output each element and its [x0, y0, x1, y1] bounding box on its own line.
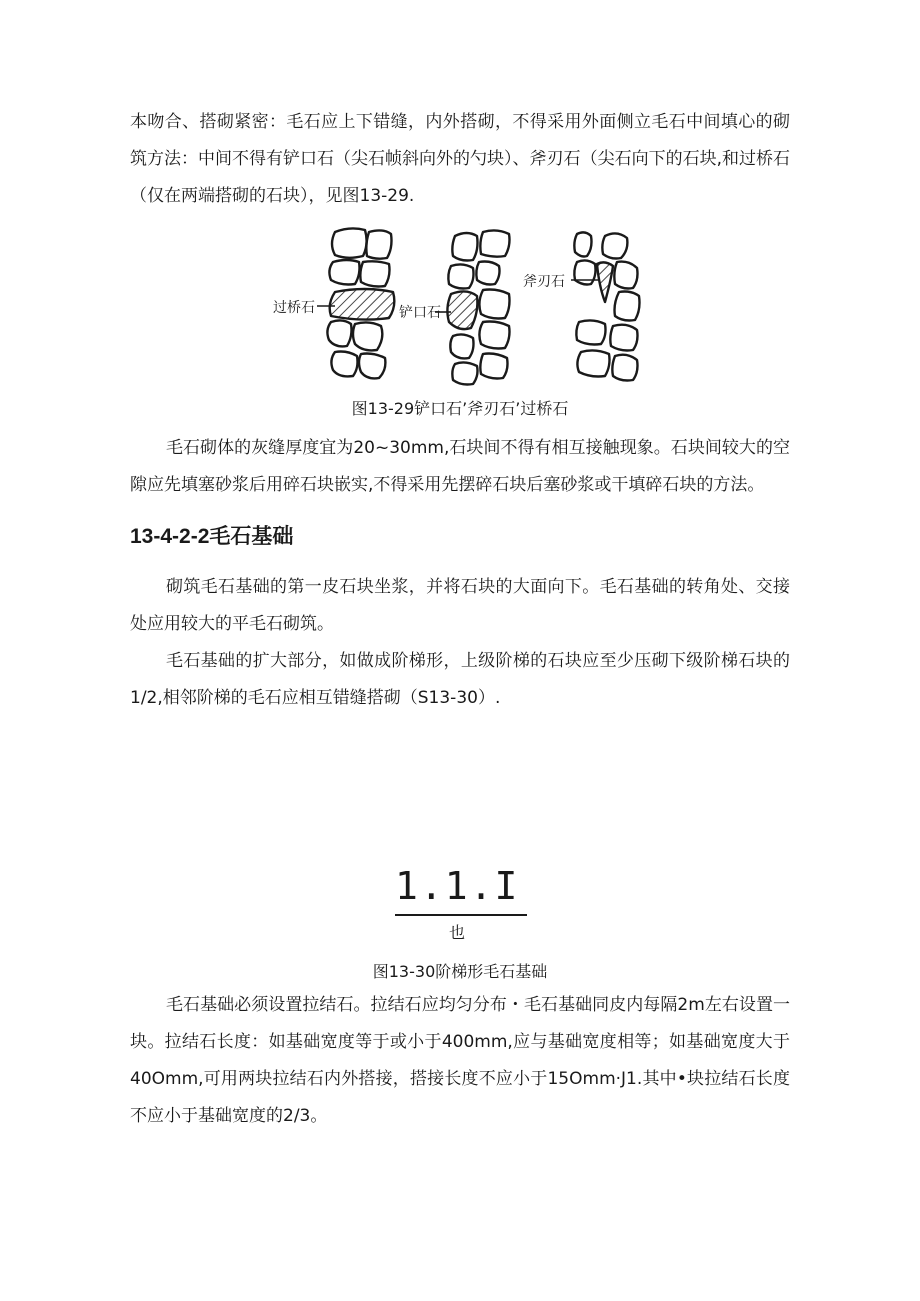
paragraph-tie-stones: 毛石基础必须设置拉结石。拉结石应均匀分布・毛石基础同皮内每隔2m左右设置一块。拉结石长度：如基础宽度等于或小于400mm,应与基础宽度相等；如基础宽度大于40Omm,可用两块拉结石内外搭接，搭接长度不应小于15Omm·J1.其中•块拉结石长度不应小于基础宽度的2/3。: [130, 995, 790, 1126]
paragraph-mortar-joints: 毛石砌体的灰缝厚度宜为20~30mm,石块间不得有相互接触现象。石块间较大的空隙应先填塞砂浆后用碎石块嵌实,不得采用先摆碎石块后塞砂浆或干填碎石块的方法。: [130, 438, 790, 495]
figure-13-30-baseline: [395, 914, 527, 916]
figure-13-30-subtext: 也: [449, 923, 466, 942]
paragraph-first-course: 砌筑毛石基础的第一皮石块坐浆，并将石块的大面向下。毛石基础的转角处、交接处应用较大的平毛石砌筑。: [130, 577, 790, 634]
figure-13-29-stone-types: [265, 222, 655, 392]
figure-13-29-caption: 图13-29铲口石’斧刃石’过桥石: [351, 399, 569, 418]
label-bridge-stone: 过桥石: [273, 300, 315, 316]
section-heading: 13-4-2-2毛石基础: [130, 525, 294, 548]
figure-13-30-drawing-text: 1.1.I: [395, 864, 520, 908]
paragraph-masonry-rules: 本吻合、搭砌紧密：毛石应上下错缝，内外搭砌，不得采用外面侧立毛石中间填心的砌筑方法：中间不得有铲口石（尖石帧斜向外的勺块）、斧刃石（尖石向下的石块,和过桥石（仅在两端搭砌的石块），见图13-29.: [130, 112, 790, 206]
label-axe-stone: 斧刃石: [523, 274, 565, 290]
figure-13-30-caption: 图13-30阶梯形毛石基础: [372, 962, 548, 981]
paragraph-stepped-foundation: 毛石基础的扩大部分，如做成阶梯形，上级阶梯的石块应至少压砌下级阶梯石块的1/2,相邻阶梯的毛石应相互错缝搭砌（S13-30）.: [130, 651, 790, 708]
label-shovel-stone: 铲口石: [399, 305, 441, 321]
